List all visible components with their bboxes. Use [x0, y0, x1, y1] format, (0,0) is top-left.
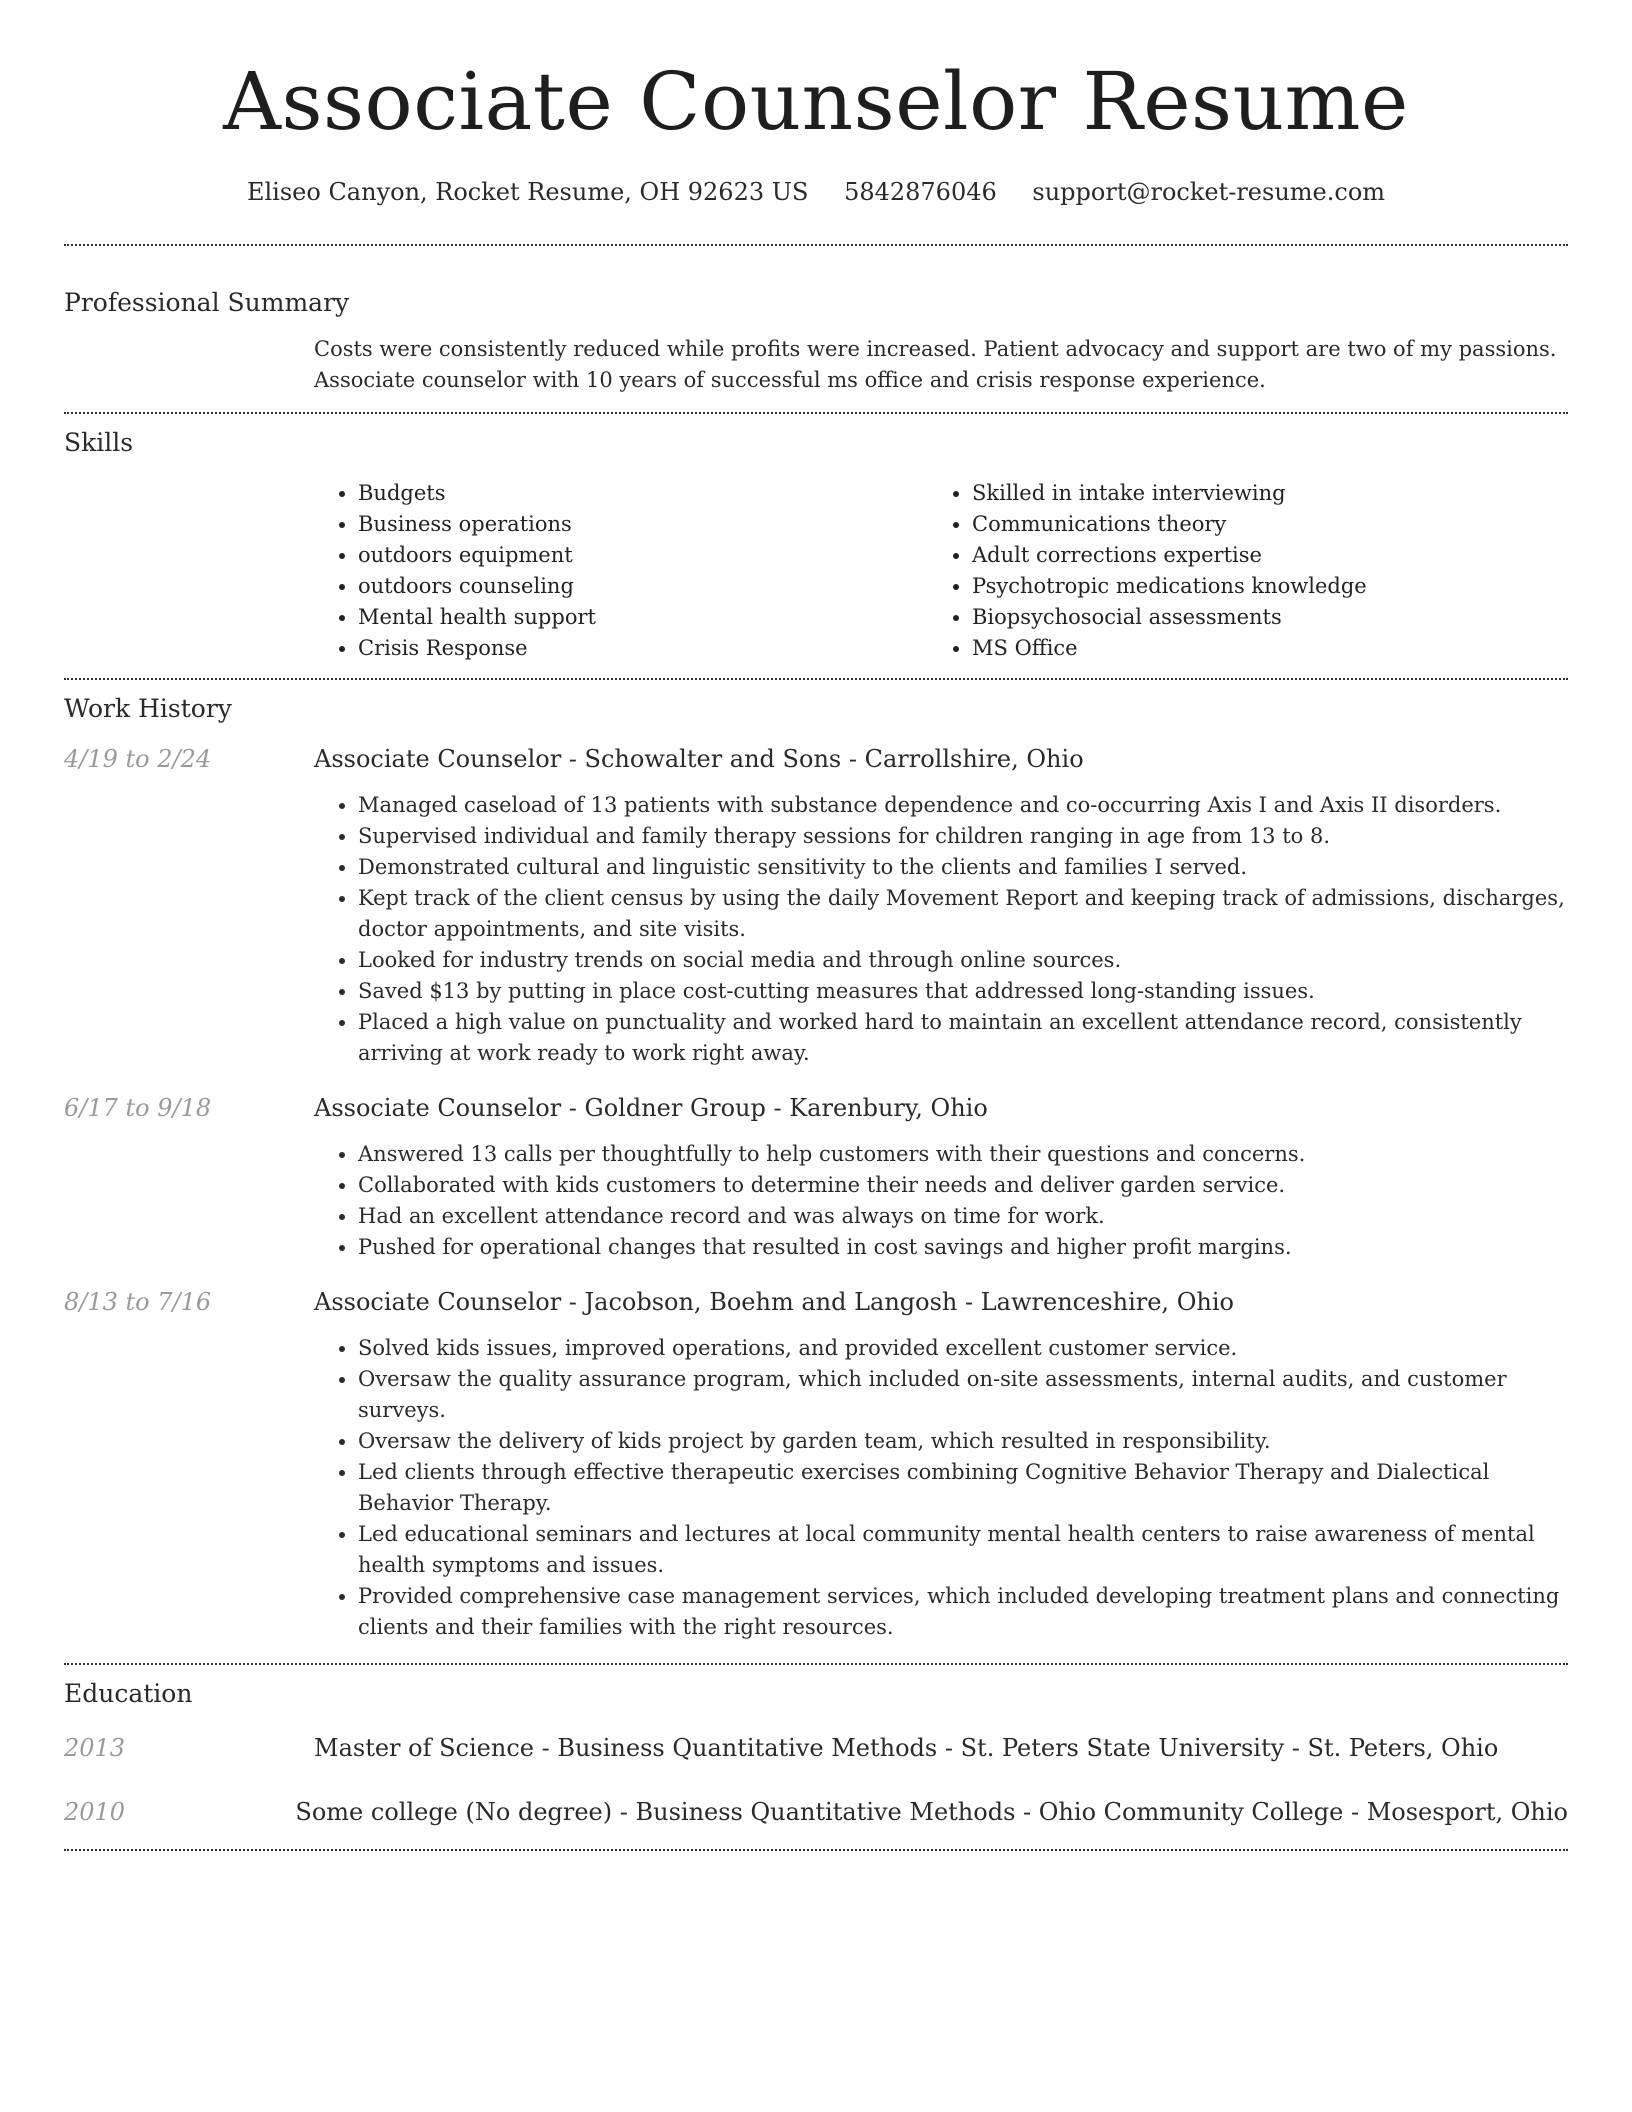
job-bullet: • Demonstrated cultural and linguistic sensitivity to the clients and families I served.: [358, 852, 1568, 883]
skill-item: • outdoors equipment: [358, 540, 928, 571]
job-bullet: • Led clients through effective therapeutic exercises combining Cognitive Behavior Therapy and Dialectical Behavior Therapy.: [358, 1457, 1568, 1519]
section-heading: Skills: [64, 428, 134, 457]
job-bullet: • Oversaw the quality assurance program, which included on-site assessments, internal audits, and customer surveys.: [358, 1364, 1568, 1426]
skills-section: [64, 426, 1568, 664]
job-bullet: • Answered 13 calls per thoughtfully to help customers with their questions and concerns.: [358, 1139, 1568, 1170]
job-bullets: [314, 1333, 1568, 1643]
job-bullet: • Saved $13 by putting in place cost-cutting measures that addressed long-standing issues.: [358, 976, 1568, 1007]
job-bullet: • Kept track of the client census by using the daily Movement Report and keeping track of admissions, discharges, doctor appointments, and site visits.: [358, 883, 1568, 945]
skill-item: • Business operations: [358, 509, 928, 540]
job-bullet: • Collaborated with kids customers to determine their needs and deliver garden service.: [358, 1170, 1568, 1201]
education-entry: [64, 1795, 1568, 1829]
section-divider: [64, 1849, 1568, 1851]
summary-line: Costs were consistently reduced while profits were increased. Patient advocacy and support are two of my passions.: [314, 337, 1557, 361]
summary-line: Associate counselor with 10 years of successful ms office and crisis response experience.: [314, 368, 1266, 392]
section-divider: [64, 244, 1568, 246]
job-title: Associate Counselor - Schowalter and Sons - Carrollshire, Ohio: [314, 745, 1084, 773]
education-detail: Master of Science - Business Quantitative Methods - St. Peters State University - St. Peters, Ohio: [314, 1734, 1499, 1762]
job-bullet: • Provided comprehensive case management services, which included developing treatment plans and connecting clients and their families with the right resources.: [358, 1581, 1568, 1643]
section-heading: Work History: [64, 694, 232, 723]
education-year: 2013: [64, 1734, 126, 1762]
skills-list-right: [928, 478, 1367, 664]
section-divider: [64, 678, 1568, 680]
skill-item: • Psychotropic medications knowledge: [972, 571, 1367, 602]
job-title: Associate Counselor - Goldner Group - Karenbury, Ohio: [314, 1094, 988, 1122]
job-dates: 6/17 to 9/18: [64, 1094, 212, 1122]
section-divider: [64, 412, 1568, 414]
job-bullet: • Managed caseload of 13 patients with substance dependence and co-occurring Axis I and Axis II disorders.: [358, 790, 1568, 821]
contact-phone: 5842876046: [844, 178, 997, 206]
skill-item: • Skilled in intake interviewing: [972, 478, 1367, 509]
job-bullets: [314, 790, 1568, 1069]
job-entry: [64, 1285, 1568, 1643]
job-bullet: • Oversaw the delivery of kids project by garden team, which resulted in responsibility.: [358, 1426, 1568, 1457]
skill-item: • Budgets: [358, 478, 928, 509]
education-section: [64, 1677, 1568, 1829]
job-dates: 8/13 to 7/16: [64, 1288, 212, 1316]
skill-item: • Mental health support: [358, 602, 928, 633]
job-bullet: • Supervised individual and family therapy sessions for children ranging in age from 13 to 8.: [358, 821, 1568, 852]
job-entry: [64, 742, 1568, 1069]
job-bullet: • Solved kids issues, improved operations, and provided excellent customer service.: [358, 1333, 1568, 1364]
section-heading: Professional Summary: [64, 288, 350, 317]
education-entry: [64, 1731, 1568, 1765]
section-divider: [64, 1663, 1568, 1665]
work-history-section: [64, 692, 1568, 1643]
job-bullet: • Looked for industry trends on social media and through online sources.: [358, 945, 1568, 976]
page-title: Associate Counselor Resume: [223, 55, 1409, 148]
job-dates: 4/19 to 2/24: [64, 745, 212, 773]
professional-summary-section: [64, 286, 1568, 396]
skill-item: • Biopsychosocial assessments: [972, 602, 1367, 633]
job-body: [314, 1285, 1568, 1643]
skills-list-left: [314, 478, 928, 664]
job-body: [314, 742, 1568, 1069]
skill-item: • Adult corrections expertise: [972, 540, 1367, 571]
job-title: Associate Counselor - Jacobson, Boehm and Langosh - Lawrenceshire, Ohio: [314, 1288, 1234, 1316]
job-entry: [64, 1091, 1568, 1263]
skill-item: • Crisis Response: [358, 633, 928, 664]
job-bullet: • Led educational seminars and lectures at local community mental health centers to raise awareness of mental health symptoms and issues.: [358, 1519, 1568, 1581]
summary-text: [314, 334, 1568, 396]
skills-columns: [314, 478, 1568, 664]
contact-email: support@rocket-resume.com: [1032, 178, 1386, 206]
skill-item: • MS Office: [972, 633, 1367, 664]
education-detail: Some college (No degree) - Business Quantitative Methods - Ohio Community College - Mosesport, Ohio: [295, 1798, 1568, 1826]
section-heading: Education: [64, 1679, 193, 1708]
skill-item: • Communications theory: [972, 509, 1367, 540]
job-body: [314, 1091, 1568, 1263]
job-bullet: • Pushed for operational changes that resulted in cost savings and higher profit margins.: [358, 1232, 1568, 1263]
skill-item: • outdoors counseling: [358, 571, 928, 602]
job-bullet: • Placed a high value on punctuality and worked hard to maintain an excellent attendance record, consistently arriving at work ready to work right away.: [358, 1007, 1568, 1069]
contact-line: [64, 176, 1568, 208]
education-year: 2010: [64, 1798, 126, 1826]
resume-page: [64, 0, 1568, 1851]
job-bullets: [314, 1139, 1568, 1263]
job-bullet: • Had an excellent attendance record and was always on time for work.: [358, 1201, 1568, 1232]
contact-address: Eliseo Canyon, Rocket Resume, OH 92623 US: [246, 178, 809, 206]
